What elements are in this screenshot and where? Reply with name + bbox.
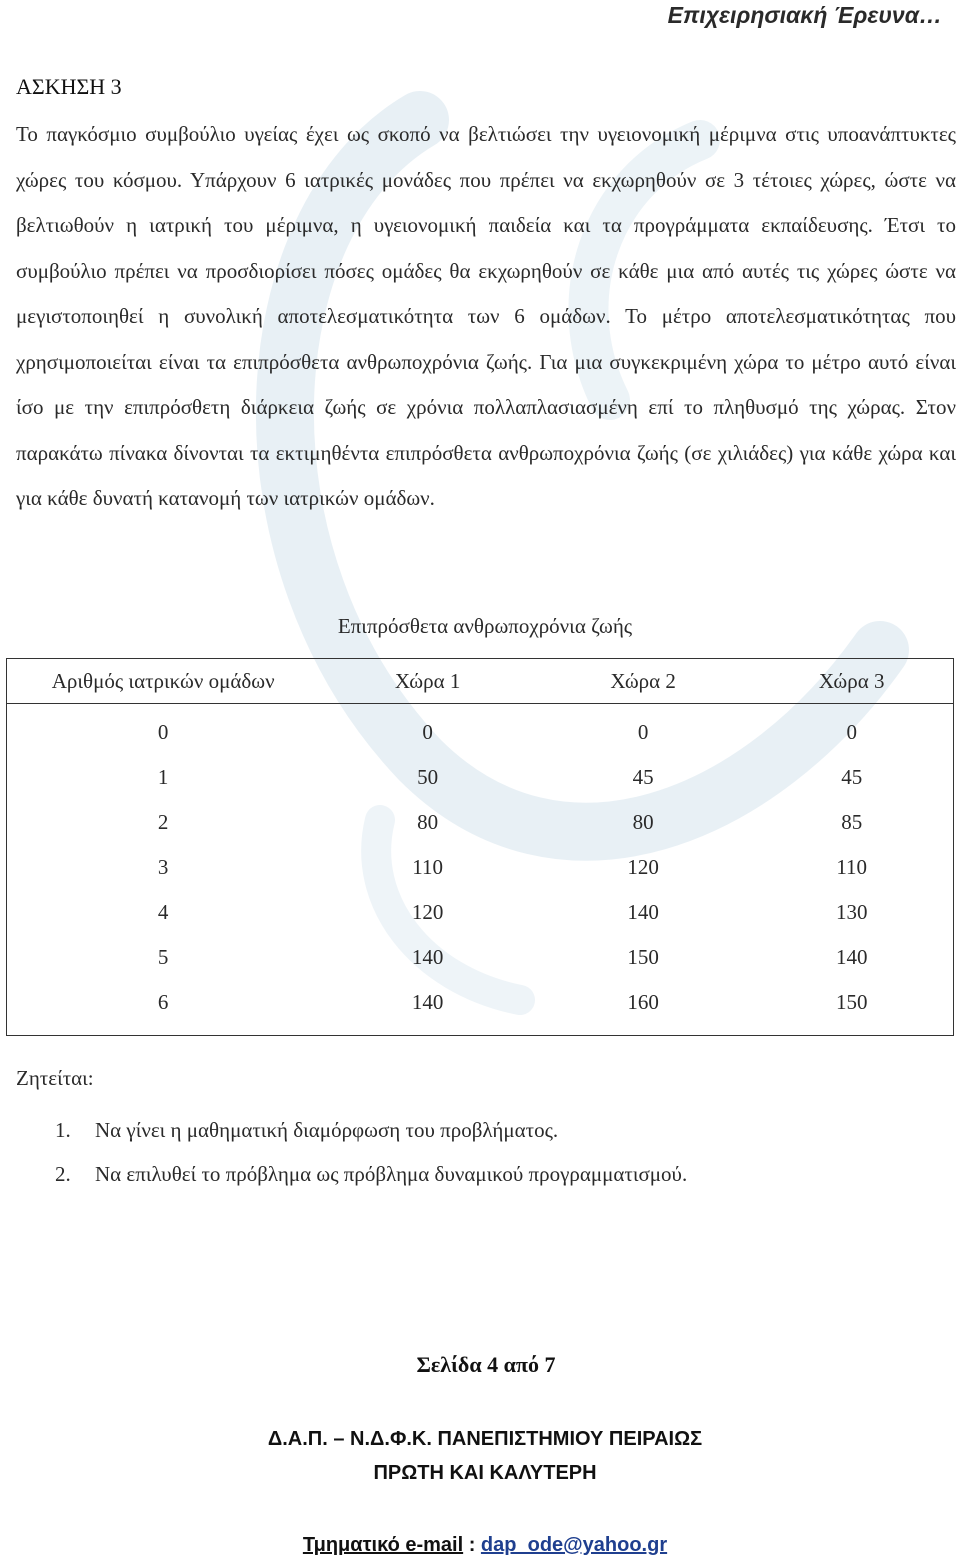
page-header-title: Επιχειρησιακή Έρευνα… bbox=[667, 2, 942, 28]
table-cell: 50 bbox=[417, 765, 439, 789]
table-cell: 120 bbox=[411, 900, 444, 924]
requested-list bbox=[55, 1112, 687, 1200]
requested-label: Ζητείται: bbox=[16, 1066, 94, 1090]
email-link[interactable]: dap_ode@yahoo.gr bbox=[480, 1534, 668, 1556]
table-cell: 140 bbox=[835, 945, 868, 969]
table-cell: 5 bbox=[157, 945, 169, 969]
life-years-table bbox=[6, 658, 954, 1036]
list-item-number: 1. bbox=[55, 1118, 71, 1142]
header-cell-teams: Αριθμός ιατρικών ομάδων bbox=[7, 659, 320, 704]
table-cell: 45 bbox=[632, 765, 654, 789]
footer-email-line bbox=[0, 1534, 960, 1557]
table-header-row bbox=[7, 659, 954, 704]
table-cell: 2 bbox=[157, 810, 169, 834]
table-cell: 150 bbox=[627, 945, 659, 969]
table-cell: 6 bbox=[157, 990, 169, 1014]
table-cell: 85 bbox=[841, 810, 863, 834]
list-item bbox=[55, 1112, 687, 1156]
table-cell: 140 bbox=[411, 945, 444, 969]
table-row bbox=[7, 755, 954, 800]
table-row bbox=[7, 935, 954, 980]
table-cell: 110 bbox=[412, 855, 443, 879]
table-row bbox=[7, 890, 954, 935]
table-caption: Επιπρόσθετα ανθρωποχρόνια ζωής bbox=[337, 614, 633, 638]
list-item bbox=[55, 1156, 687, 1200]
list-item-text: Να επιλυθεί το πρόβλημα ως πρόβλημα δυναμικού προγραμματισμού. bbox=[95, 1162, 688, 1186]
table-cell: 45 bbox=[841, 765, 863, 789]
table-cell: 0 bbox=[637, 720, 649, 744]
footer-organization: Δ.Α.Π. – Ν.Δ.Φ.Κ. ΠΑΝΕΠΙΣΤΗΜΙΟΥ ΠΕΙΡΑΙΩΣ bbox=[267, 1428, 703, 1450]
table-cell: 140 bbox=[411, 990, 444, 1014]
table-row bbox=[7, 704, 954, 756]
table-row bbox=[7, 980, 954, 1036]
header-cell-country-3: Χώρα 3 bbox=[750, 659, 953, 704]
table-cell: 110 bbox=[836, 855, 868, 879]
table-cell: 160 bbox=[627, 990, 659, 1014]
table-cell: 4 bbox=[157, 900, 169, 924]
exercise-title: ΑΣΚΗΣΗ 3 bbox=[16, 74, 122, 99]
email-separator: : bbox=[463, 1534, 481, 1556]
table-cell: 0 bbox=[157, 720, 169, 744]
table-cell: 0 bbox=[846, 720, 857, 744]
table-cell: 80 bbox=[417, 810, 439, 834]
table-row bbox=[7, 800, 954, 845]
table-cell: 120 bbox=[627, 855, 659, 879]
exercise-body-text: Το παγκόσμιο συμβούλιο υγείας έχει ως σκοπό να βελτιώσει την υγειονομική μέριμνα στις υποανάπτυκτες χώρες του κόσμου. Υπάρχουν 6 ιατρικές μονάδες που πρέπει να εκχωρηθούν σε 3 τέτοιες χώρες, ώστε να βελτιωθούν η ιατρική του μέριμνα, η υγειονομική παιδεία και τα προγράμματα εκπαίδευσης. Έτσι το συμβούλιο πρέπει να προσδιορίσει πόσες ομάδες θα εκχωρηθούν σε κάθε μια από αυτές τις χώρες ώστε να μεγιστοποιηθεί η συνολική αποτελεσματικότητα των 6 ομάδων. Το μέτρο αποτελεσματικότητας που χρησιμοποιείται είναι τα επιπρόσθετα ανθρωποχρόνια ζωής. Για μια συγκεκριμένη χώρα το μέτρο αυτό είναι ίσο με την επιπρόσθετη διάρκεια ζωής σε χρόνια πολλαπλασιασμένη επί το πληθυσμό της χώρας. Στον παρακάτω πίνακα δίνονται τα εκτιμηθέντα επιπρόσθετα ανθρωποχρόνια ζωής (σε χιλιάδες) για κάθε χώρα και για κάθε δυνατή κατανομή των ιατρικών ομάδων. bbox=[16, 122, 956, 510]
table-cell: 140 bbox=[627, 900, 659, 924]
list-item-text: Να γίνει η μαθηματική διαμόρφωση του προβλήματος. bbox=[95, 1118, 559, 1142]
header-cell-country-2: Χώρα 2 bbox=[536, 659, 751, 704]
footer-slogan: ΠΡΩΤΗ ΚΑΙ ΚΑΛΥΤΕΡΗ bbox=[373, 1462, 597, 1484]
table-cell: 0 bbox=[422, 720, 433, 744]
email-label: Τμηματικό e-mail bbox=[302, 1534, 464, 1556]
header-cell-country-1: Χώρα 1 bbox=[319, 659, 536, 704]
table-cell: 130 bbox=[835, 900, 868, 924]
table-cell: 1 bbox=[157, 765, 169, 789]
table-cell: 80 bbox=[632, 810, 654, 834]
page-number: Σελίδα 4 από 7 bbox=[416, 1352, 556, 1377]
table-row bbox=[7, 845, 954, 890]
table-cell: 150 bbox=[835, 990, 868, 1014]
list-item-number: 2. bbox=[55, 1162, 71, 1186]
table-cell: 3 bbox=[157, 855, 169, 879]
